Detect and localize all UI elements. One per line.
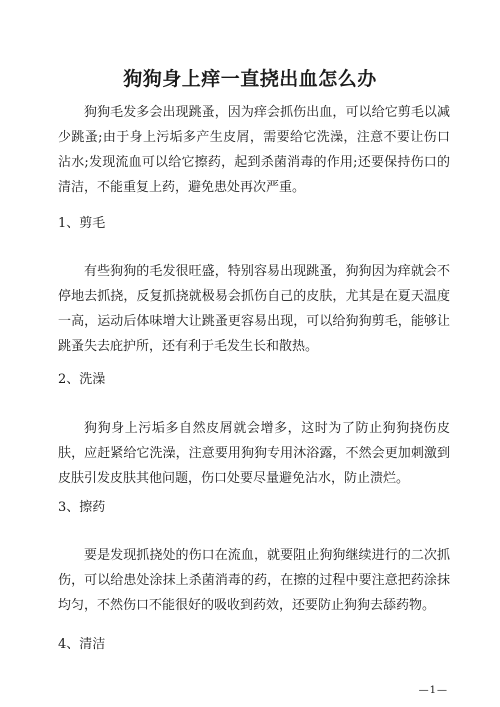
- section-heading-bath: 2、洗澡: [58, 372, 106, 387]
- section-heading-cleaning: 4、清洁: [58, 637, 106, 652]
- section-body-bath: 狗狗身上污垢多自然皮屑就会增多，这时为了防止狗狗挠伤皮肤，应赶紧给它洗澡，注意要用狗狗专用沐浴露，不然会更加刺激到皮肤引发皮肤其他问题，伤口处要尽量避免沾水，防止溃烂。: [58, 421, 450, 486]
- intro-paragraph: 狗狗毛发多会出现跳蚤，因为痒会抓伤出血，可以给它剪毛以减少跳蚤;由于身上污垢多产生皮屑，需要给它洗澡，注意不要让伤口沾水;发现流血可以给它擦药，起到杀菌消毒的作用;还要保持伤口的清洁，不能重复上药，避免患处再次严重。: [58, 105, 450, 195]
- section-heading-apply-medicine: 3、擦药: [58, 500, 106, 515]
- section-heading-trim-fur: 1、剪毛: [58, 216, 106, 231]
- section-body-apply-medicine: 要是发现抓挠处的伤口在流血，就要阻止狗狗继续进行的二次抓伤，可以给患处涂抹上杀菌消毒的药，在擦的过程中要注意把药涂抹均匀，不然伤口不能很好的吸收到药效，还要防止狗狗去舔药物。: [58, 548, 450, 613]
- section-body-trim-fur: 有些狗狗的毛发很旺盛，特别容易出现跳蚤，狗狗因为痒就会不停地去抓挠，反复抓挠就极易会抓伤自己的皮肤，尤其是在夏天温度一高，运动后体味增大让跳蚤更容易出现，可以给狗狗剪毛，能够让跳蚤失去庇护所，还有利于毛发生长和散热。: [58, 264, 450, 354]
- page-number: —1—: [418, 685, 448, 696]
- document-title: 狗狗身上痒一直挠出血怎么办: [123, 68, 377, 90]
